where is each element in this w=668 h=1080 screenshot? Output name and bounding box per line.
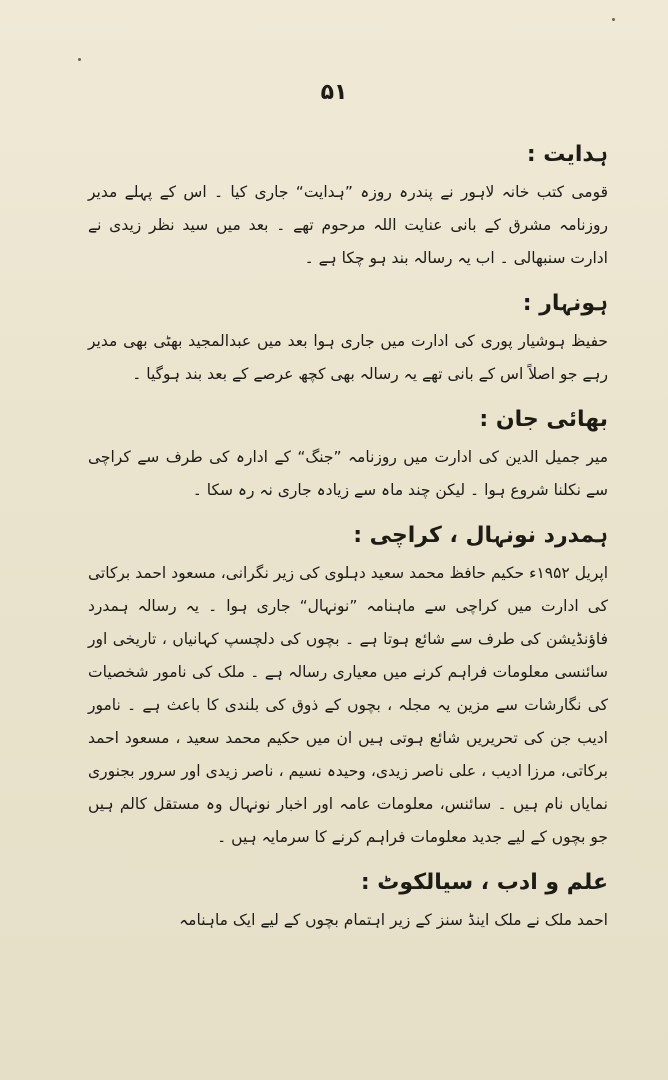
speck [78, 58, 81, 61]
page-content [88, 140, 608, 951]
section-body: قومی کتب خانہ لاہور نے پندرہ روزہ ”ہدایت“ جاری کیا ۔ اس کے پہلے مدیر روزنامہ مشرق کے بانی عنایت اللہ مرحوم تھے ۔ بعد میں سید نظر زیدی نے ادارت سنبھالی ۔ اب یہ رسالہ بند ہو چکا ہے ۔ [88, 183, 608, 267]
section-ilm-o-adab [88, 868, 608, 937]
section-heading: علم و ادب ، سیالکوٹ : [360, 870, 608, 895]
page-number: ۵۱ [320, 80, 348, 105]
section-body: میر جمیل الدین کی ادارت میں روزنامہ ”جنگ“ کے ادارہ کی طرف سے کراچی سے نکلنا شروع ہوا ۔ لیکن چند ماہ سے زیادہ جاری نہ رہ سکا ۔ [88, 448, 608, 499]
section-hidayat [88, 140, 608, 275]
section-heading: ہمدرد نونہال ، کراچی : [353, 523, 608, 548]
section-body: حفیظ ہوشیار پوری کی ادارت میں جاری ہوا بعد میں عبدالمجید بھٹی بھی مدیر رہے جو اصلاً اس کے بانی تھے یہ رسالہ بھی کچھ عرصے کے بعد بند ہوگیا ۔ [88, 332, 608, 383]
section-hamdard-naunehal [88, 521, 608, 854]
section-body: احمد ملک نے ملک اینڈ سنز کے زیر اہتمام بچوں کے لیے ایک ماہنامہ [179, 911, 608, 929]
section-bhai-jan [88, 405, 608, 507]
section-body: اپریل ۱۹۵۲ء حکیم حافظ محمد سعید دہلوی کی زیر نگرانی، مسعود احمد برکاتی کی ادارت میں کراچی سے ماہنامہ ”نونہال“ جاری ہوا ۔ یہ رسالہ ہمدرد فاؤنڈیشن کی طرف سے شائع ہوتا ہے ۔ بچوں کی دلچسپ کہانیاں ، تاریخی اور سائنسی معلومات فراہم کرنے میں معیاری رسالہ ہے ۔ ملک کی نامور شخصیات کی نگارشات سے مزین یہ مجلہ ، بچوں کے ذوق کی بلندی کا باعث ہے ۔ نامور ادیب جن کی تحریریں شائع ہوتی ہیں ان میں حکیم محمد سعید ، مسعود احمد برکاتی، مرزا ادیب ، علی ناصر زیدی، وحیدہ نسیم ، ناصر زیدی اور سرور بجنوری نمایاں نام ہیں ۔ سائنس، معلومات عامہ اور اخبار نونہال وہ مستقل کالم ہیں جو بچوں کے لیے جدید معلومات فراہم کرنے کا سرمایہ ہیں ۔ [88, 564, 609, 846]
speck [612, 18, 615, 21]
section-heading: بھائی جان : [479, 407, 608, 432]
section-honehar [88, 289, 608, 391]
section-heading: ہدایت : [526, 142, 608, 167]
section-heading: ہونہار : [522, 291, 608, 316]
